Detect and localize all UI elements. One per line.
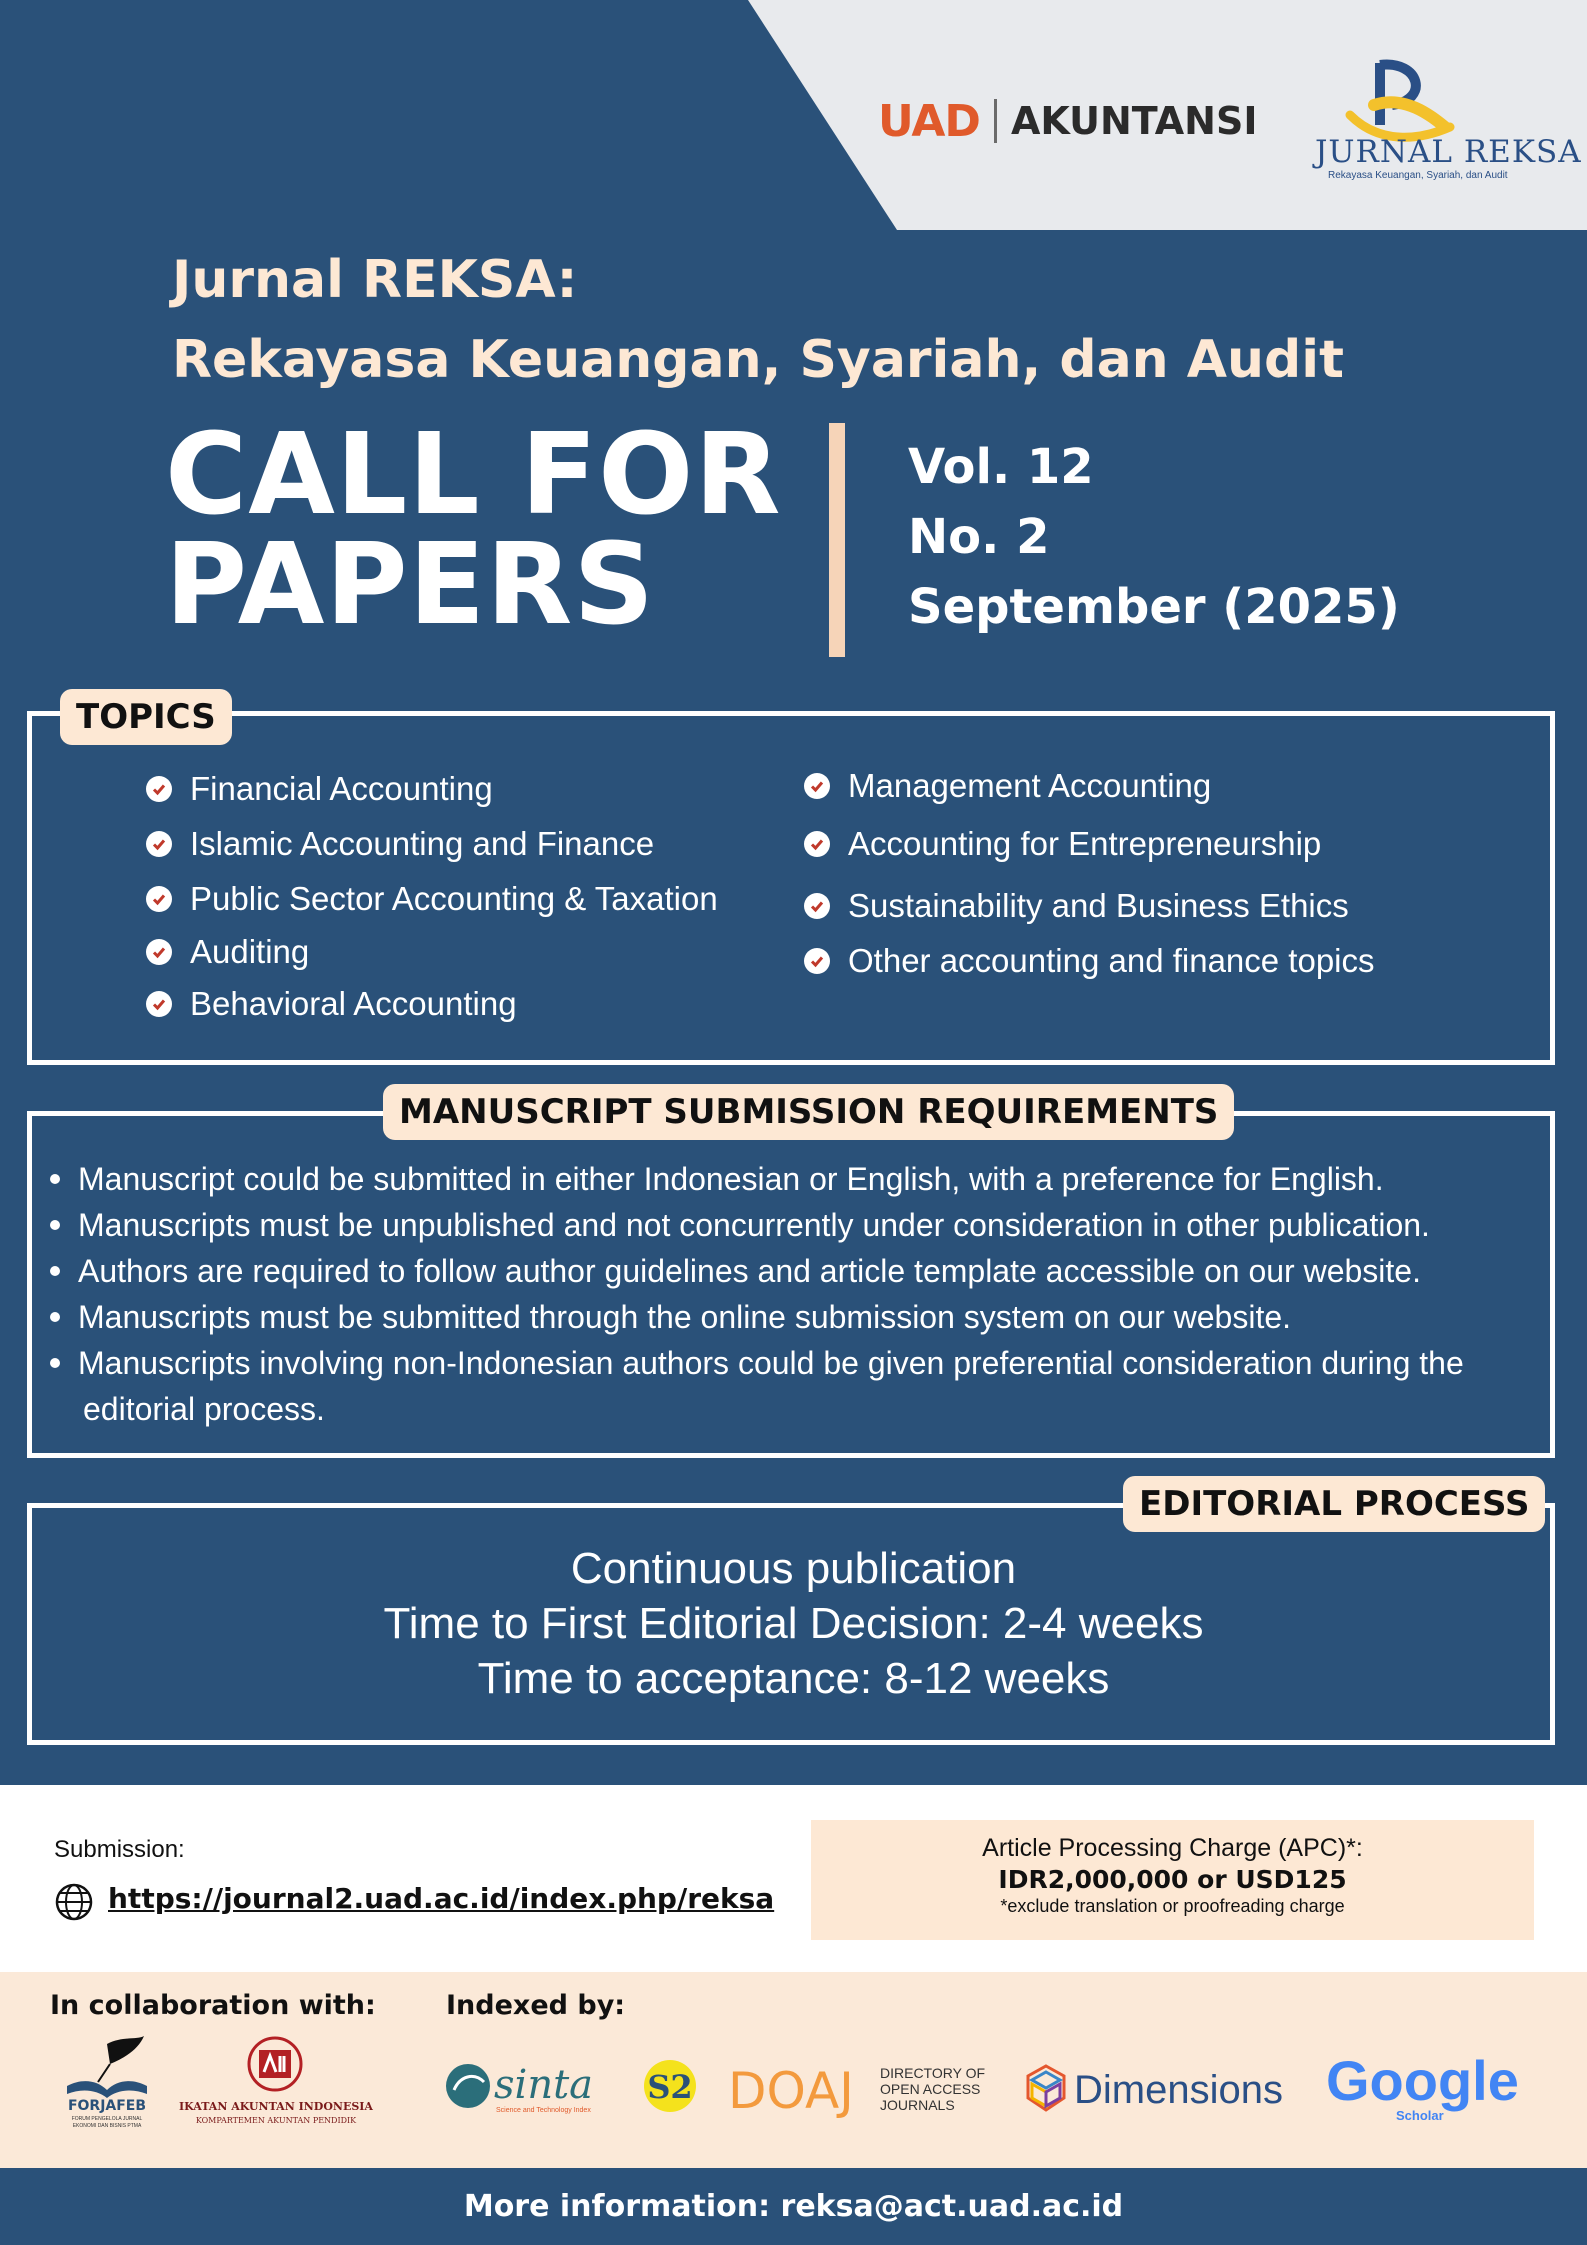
forjafeb-subtitle1: FORUM PENGELOLA JURNAL [71,2116,143,2122]
uad-akuntansi-logo [878,96,1258,146]
bullet-icon [50,1266,60,1276]
requirement-text: Manuscripts must be unpublished and not concurrently under consideration in other publication. [78,1207,1430,1243]
dimensions-wordmark: Dimensions [1074,2068,1283,2112]
submission-label: Submission: [54,1836,185,1863]
headline-line2: PAPERS [165,520,655,650]
requirements-label: MANUSCRIPT SUBMISSION REQUIREMENTS [383,1084,1234,1140]
topic-label: Other accounting and finance topics [848,942,1375,979]
topic-label: Sustainability and Business Ethics [848,887,1349,924]
doaj-line1: DIRECTORY OF [880,2065,986,2081]
topic-label: Financial Accounting [190,770,493,807]
topic-label: Management Accounting [848,767,1212,804]
iai-logo [160,2034,392,2130]
requirement-continuation: editorial process. [83,1391,325,1427]
editorial-label: EDITORIAL PROCESS [1123,1476,1545,1532]
logo-divider [994,99,997,143]
collaboration-label: In collaboration with: [50,1990,376,2021]
editorial-line3: Time to acceptance: 8-12 weeks [477,1654,1110,1703]
topic-label: Accounting for Entrepreneurship [848,825,1322,862]
requirement-text: Manuscripts must be submitted through the online submission system on our website. [78,1299,1292,1335]
sinta-subtitle: Science and Technology Index [496,2107,591,2114]
check-icon [146,939,172,965]
requirement-item [50,1248,1421,1294]
editorial-line1: Continuous publication [570,1544,1017,1593]
google-scholar-logo [1326,2050,1531,2126]
topic-item [146,880,718,918]
bullet-icon [50,1358,60,1368]
issue-info [908,432,1400,642]
topic-item [804,887,1349,925]
topic-label: Islamic Accounting and Finance [190,825,655,862]
google-wordmark: Google [1326,2050,1519,2112]
sinta-wordmark: sinta [494,2062,594,2108]
doaj-line2: OPEN ACCESS [880,2081,981,2097]
iai-name: IKATAN AKUNTAN INDONESIA [179,2100,373,2113]
doaj-wordmark: DOAJ [728,2062,854,2120]
requirement-item [50,1294,1291,1340]
akuntansi-wordmark: AKUNTANSI [1010,99,1258,143]
topic-item [146,933,309,971]
check-icon [804,831,830,857]
dimensions-logo [1020,2058,1305,2120]
topic-item [804,825,1321,863]
topic-item [146,985,517,1023]
topic-label: Auditing [190,933,310,970]
uad-wordmark: UAD [878,95,980,147]
topic-label: Public Sector Accounting & Taxation [190,880,718,917]
issue-volume: Vol. 12 [908,439,1094,495]
requirement-item [50,1156,1384,1202]
topic-label: Behavioral Accounting [190,985,517,1022]
headline-line1: CALL FOR [165,410,782,540]
journal-title-line2: Rekayasa Keuangan, Syariah, dan Audit [172,330,1344,390]
globe-icon [54,1882,94,1922]
call-for-papers-headline [165,410,782,650]
scholar-wordmark: Scholar [1396,2108,1444,2123]
check-icon [146,991,172,1017]
sinta-rank: S2 [647,2068,693,2106]
topic-item [804,767,1211,805]
topic-item [146,825,654,863]
bullet-icon [50,1312,60,1322]
check-icon [146,776,172,802]
apc-amount: IDR2,000,000 or USD125 [998,1865,1347,1894]
bullet-icon [50,1174,60,1184]
requirement-item [50,1340,1464,1386]
check-icon [804,773,830,799]
requirement-text: Manuscript could be submitted in either Indonesian or English, with a preference for English. [78,1161,1384,1197]
forjafeb-wordmark: FORJAFEB [67,2098,147,2114]
sinta-logo [444,2050,700,2120]
journal-title-line1: Jurnal REKSA: [172,250,578,310]
requirement-item [50,1202,1430,1248]
bullet-icon [50,1220,60,1230]
requirement-text: Manuscripts involving non-Indonesian authors could be given preferential consideration during the [78,1345,1464,1381]
topic-item [804,942,1375,980]
forjafeb-subtitle2: EKONOMI DAN BISNIS PTMA [72,2123,142,2129]
indexed-label: Indexed by: [446,1990,626,2021]
apc-note: *exclude translation or proofreading charge [1000,1896,1345,1916]
doaj-logo [728,2056,988,2120]
headline-divider [829,423,845,657]
issue-number: No. 2 [908,509,1050,565]
journal-title [172,240,1344,400]
apc-box [811,1820,1534,1940]
jurnal-reksa-logo-subtitle: Rekayasa Keuangan, Syariah, dan Audit [1328,170,1508,181]
requirement-text: Authors are required to follow author guidelines and article template accessible on our website. [78,1253,1421,1289]
topics-label: TOPICS [60,689,232,745]
forjafeb-logo [52,2034,162,2130]
issue-date: September (2025) [908,579,1400,635]
iai-subtitle: KOMPARTEMEN AKUNTAN PENDIDIK [195,2116,357,2125]
jurnal-reksa-logo-name: JURNAL REKSA [1315,134,1582,170]
doaj-line3: JOURNALS [880,2097,955,2113]
editorial-line2: Time to First Editorial Decision: 2-4 weeks [383,1599,1204,1648]
check-icon [804,948,830,974]
topic-item [146,770,493,808]
check-icon [146,831,172,857]
check-icon [804,893,830,919]
apc-title: Article Processing Charge (APC)*: [982,1834,1363,1862]
footer-contact: More information: reksa@act.uad.ac.id [0,2168,1587,2245]
check-icon [146,886,172,912]
submission-link[interactable]: https://journal2.uad.ac.id/index.php/reksa [108,1882,775,1915]
